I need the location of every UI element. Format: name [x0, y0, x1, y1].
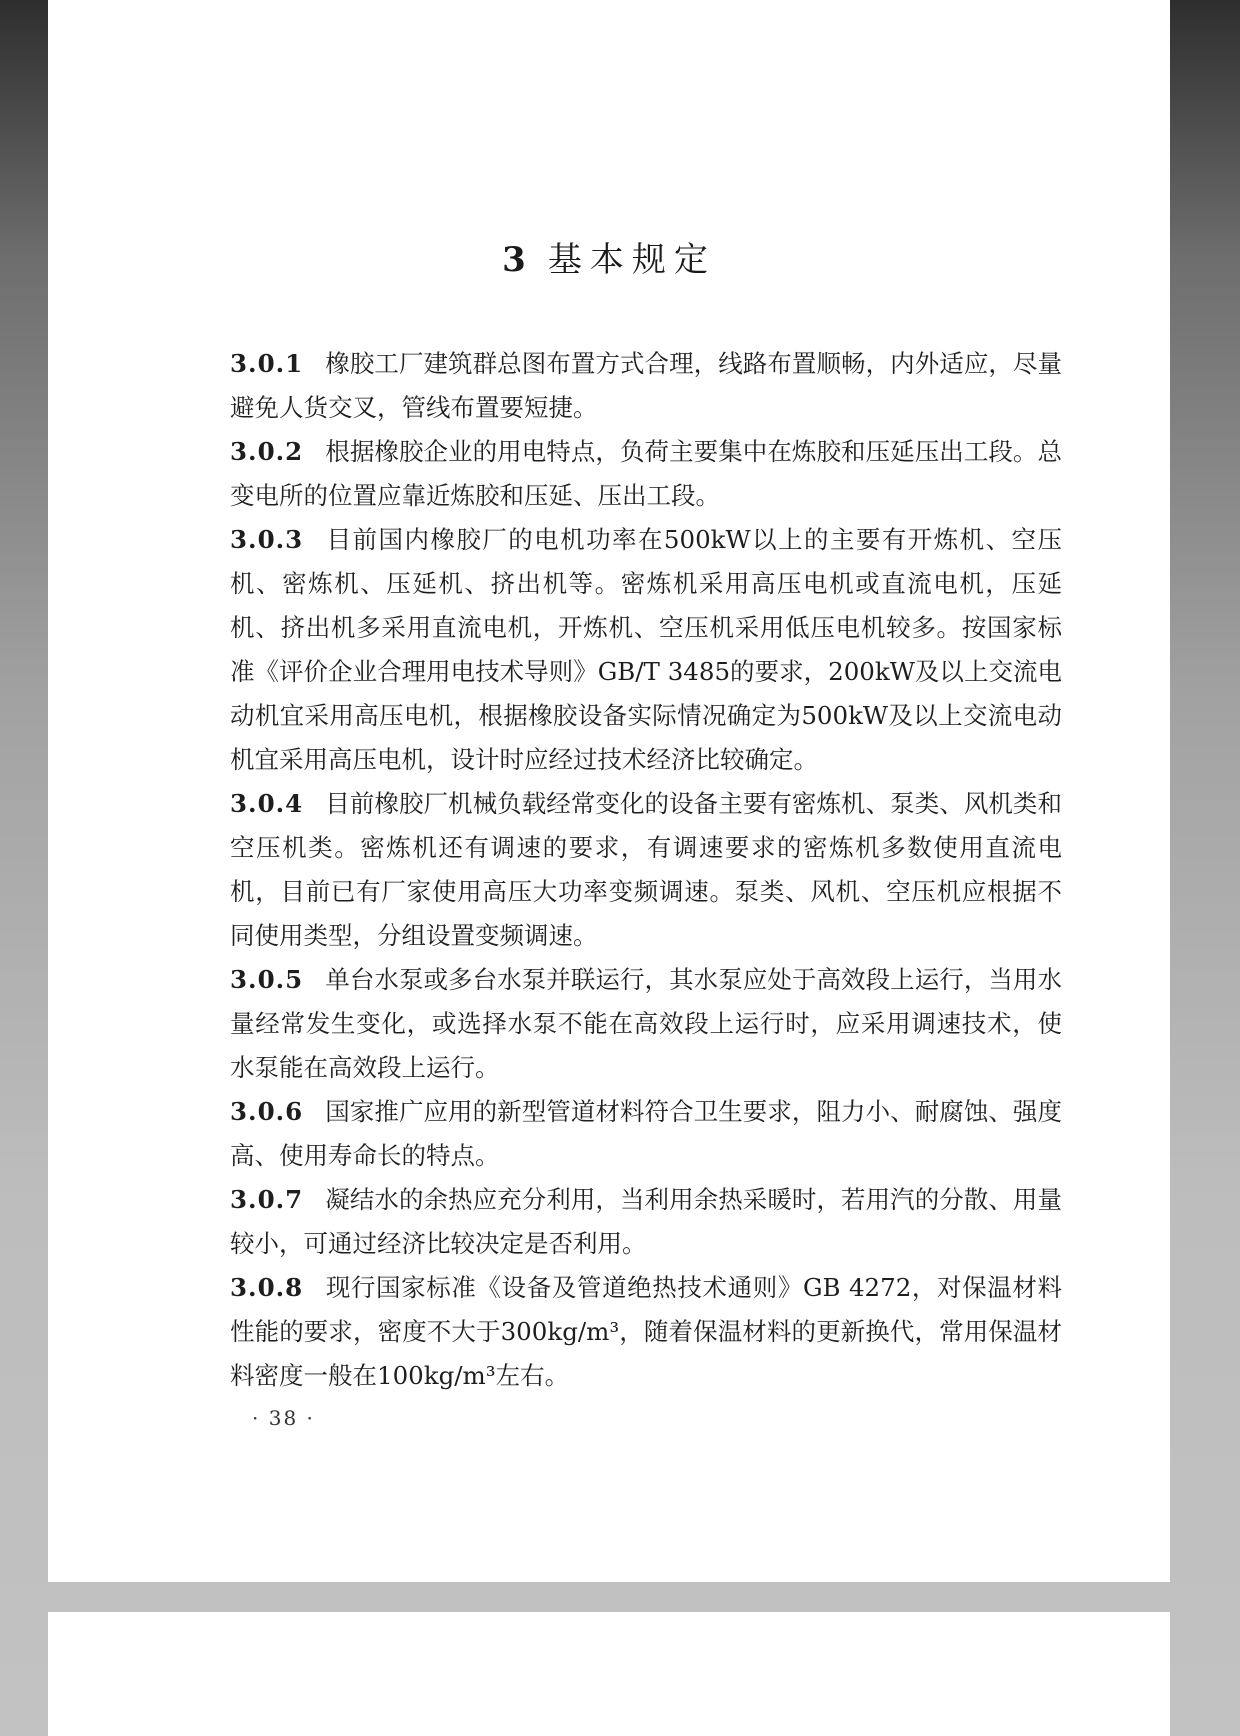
clause-list [230, 342, 1062, 1398]
clause-text: 目前国内橡胶厂的电机功率在500kW以上的主要有开炼机、空压机、密炼机、压延机、挤出机等。密炼机采用高压电机或直流电机，压延机、挤出机多采用直流电机，开炼机、空压机采用低压电机较多。按国家标准《评价企业合理用电技术导则》GB/T 3485的要求，200kW及以上交流电动机宜采用高压电机，根据橡胶设备实际情况确定为500kW及以上交流电动机宜采用高压电机，设计时应经过技术经济比较确定。 [230, 525, 1062, 774]
section-title [48, 232, 1170, 281]
clause-3-0-1 [230, 342, 1062, 430]
clause-number: 3.0.8 [230, 1273, 304, 1302]
clause-3-0-5 [230, 958, 1062, 1090]
next-page-edge [48, 1612, 1170, 1736]
clause-3-0-8 [230, 1266, 1062, 1398]
clause-3-0-3 [230, 518, 1062, 782]
clause-number: 3.0.6 [230, 1097, 304, 1126]
clause-number: 3.0.5 [230, 965, 304, 994]
clause-text: 现行国家标准《设备及管道绝热技术通则》GB 4272，对保温材料性能的要求，密度不大于300kg/m³，随着保温材料的更新换代，常用保温材料密度一般在100kg/m³左右。 [230, 1273, 1062, 1390]
clause-3-0-4 [230, 782, 1062, 958]
clause-number: 3.0.3 [230, 525, 304, 554]
clause-text: 凝结水的余热应充分利用，当利用余热采暖时，若用汽的分散、用量较小，可通过经济比较决定是否利用。 [230, 1185, 1062, 1258]
clause-text: 目前橡胶厂机械负载经常变化的设备主要有密炼机、泵类、风机类和空压机类。密炼机还有调速的要求，有调速要求的密炼机多数使用直流电机，目前已有厂家使用高压大功率变频调速。泵类、风机、空压机应根据不同使用类型，分组设置变频调速。 [230, 789, 1062, 950]
clause-3-0-6 [230, 1090, 1062, 1178]
clause-3-0-2 [230, 430, 1062, 518]
clause-number: 3.0.2 [230, 437, 304, 466]
section-title-text: 基本规定 [547, 240, 716, 280]
clause-text: 单台水泵或多台水泵并联运行，其水泵应处于高效段上运行，当用水量经常发生变化，或选择水泵不能在高效段上运行时，应采用调速技术，使水泵能在高效段上运行。 [230, 965, 1062, 1082]
clause-3-0-7 [230, 1178, 1062, 1266]
document-page [48, 0, 1170, 1582]
clause-text: 根据橡胶企业的用电特点，负荷主要集中在炼胶和压延压出工段。总变电所的位置应靠近炼胶和压延、压出工段。 [230, 437, 1062, 510]
clause-text: 橡胶工厂建筑群总图布置方式合理，线路布置顺畅，内外适应，尽量避免人货交叉，管线布置要短捷。 [230, 349, 1062, 422]
clause-number: 3.0.7 [230, 1185, 304, 1214]
clause-number: 3.0.1 [230, 349, 304, 378]
page-number: · 38 · [252, 1406, 315, 1430]
section-number: 3 [502, 240, 526, 280]
clause-number: 3.0.4 [230, 789, 304, 818]
clause-text: 国家推广应用的新型管道材料符合卫生要求，阻力小、耐腐蚀、强度高、使用寿命长的特点。 [230, 1097, 1062, 1170]
